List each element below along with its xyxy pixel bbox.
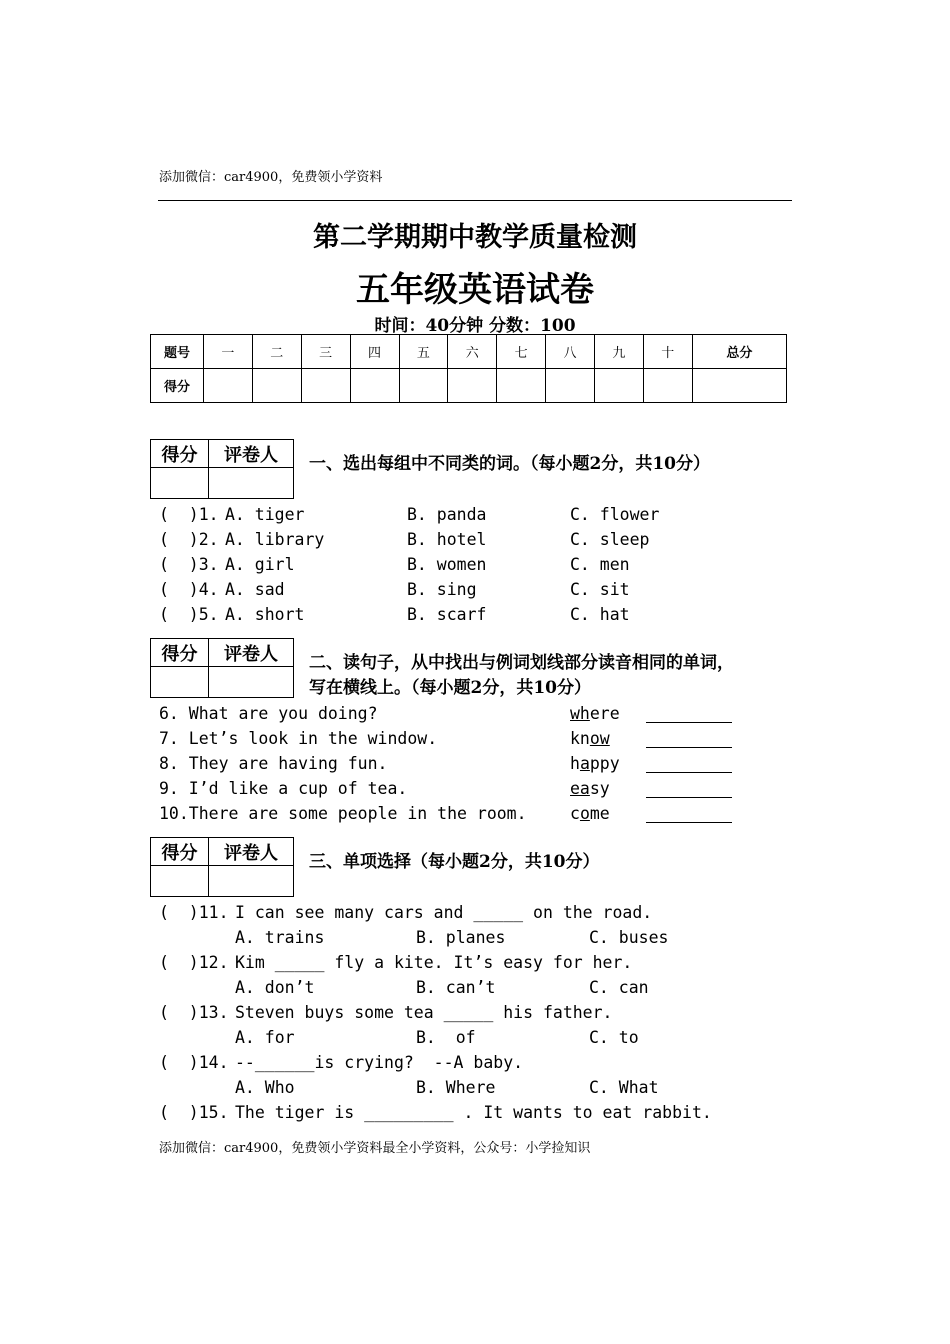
option-a: A. Who [235, 1078, 295, 1097]
option-a: A. girl [225, 555, 295, 574]
score-table-row-label: 得分 [151, 369, 204, 403]
option-b: B. hotel [407, 530, 487, 549]
score-table-header: 六 [448, 335, 497, 369]
option-c: C. sit [570, 580, 630, 599]
exam-subtitle: 五年级英语试卷 [356, 270, 594, 310]
score-table-header: 四 [350, 335, 399, 369]
grader-box-label: 评卷人 [209, 838, 294, 866]
question-text: Steven buys some tea _____ his father. [235, 1003, 613, 1022]
question-text: I can see many cars and _____ on the road. [235, 903, 653, 922]
option-a: A. for [235, 1028, 295, 1047]
option-b: B. planes [416, 928, 506, 947]
sentence: 7. Let’s look in the window. [159, 729, 438, 748]
score-box-label: 得分 [151, 440, 209, 468]
section2-title-line1: 二、读句子，从中找出与例词划线部分读音相同的单词， [309, 653, 734, 673]
score-table [150, 334, 787, 403]
answer-blank[interactable] [646, 822, 732, 823]
question-number: ( )13. [159, 1003, 229, 1022]
section3-score-box [150, 837, 294, 897]
score-box-cell[interactable] [151, 468, 209, 499]
option-b: B. Where [416, 1078, 496, 1097]
option-c: C. can [589, 978, 649, 997]
example-word: happy [570, 754, 620, 773]
question-text: The tiger is _________ . It wants to eat rabbit. [235, 1103, 712, 1122]
option-a: A. short [225, 605, 305, 624]
option-c: C. What [589, 1078, 659, 1097]
score-cell[interactable] [448, 369, 497, 403]
score-cell[interactable] [692, 369, 786, 403]
score-table-header: 五 [399, 335, 448, 369]
score-table-header: 一 [204, 335, 253, 369]
option-b: B. scarf [407, 605, 487, 624]
exam-info: 时间：40分钟 分数：100 [374, 316, 576, 336]
grader-box-label: 评卷人 [209, 440, 294, 468]
option-c: C. to [589, 1028, 639, 1047]
score-table-header: 九 [595, 335, 644, 369]
option-c: C. sleep [570, 530, 650, 549]
option-a: A. don’t [235, 978, 315, 997]
answer-blank[interactable] [646, 747, 732, 748]
score-table-header: 题号 [151, 335, 204, 369]
option-c: C. men [570, 555, 630, 574]
score-cell[interactable] [643, 369, 692, 403]
option-b: B. can’t [416, 978, 496, 997]
option-b: B. women [407, 555, 487, 574]
score-table-header: 总分 [692, 335, 786, 369]
header-divider [158, 200, 792, 201]
score-box-label: 得分 [151, 639, 209, 667]
question-number: ( )2. [159, 530, 219, 549]
score-table-header: 七 [497, 335, 546, 369]
section1-score-box [150, 439, 294, 499]
score-box-cell[interactable] [151, 866, 209, 897]
score-table-header: 二 [252, 335, 301, 369]
sentence: 6. What are you doing? [159, 704, 378, 723]
score-cell[interactable] [301, 369, 350, 403]
example-word: come [570, 804, 610, 823]
score-cell[interactable] [595, 369, 644, 403]
answer-blank[interactable] [646, 772, 732, 773]
answer-blank[interactable] [646, 797, 732, 798]
header-note: 添加微信：car4900，免费领小学资料 [159, 170, 383, 185]
question-number: ( )5. [159, 605, 219, 624]
score-table-header: 三 [301, 335, 350, 369]
score-cell[interactable] [204, 369, 253, 403]
score-table-header: 十 [643, 335, 692, 369]
score-cell[interactable] [399, 369, 448, 403]
example-word: where [570, 704, 620, 723]
question-text: --______is crying? --A baby. [235, 1053, 524, 1072]
question-number: ( )12. [159, 953, 229, 972]
score-cell[interactable] [350, 369, 399, 403]
score-box-label: 得分 [151, 838, 209, 866]
footer-note: 添加微信：car4900，免费领小学资料最全小学资料，公众号：小学捡知识 [159, 1141, 591, 1156]
score-table-header: 八 [546, 335, 595, 369]
option-b: B. panda [407, 505, 487, 524]
section3-title: 三、单项选择（每小题2分，共10分） [309, 852, 600, 872]
option-a: A. library [225, 530, 325, 549]
option-a: A. tiger [225, 505, 305, 524]
score-box-cell[interactable] [151, 667, 209, 698]
option-c: C. hat [570, 605, 630, 624]
sentence: 10.There are some people in the room. [159, 804, 527, 823]
option-a: A. sad [225, 580, 285, 599]
grader-box-cell[interactable] [209, 667, 294, 698]
question-number: ( )3. [159, 555, 219, 574]
answer-blank[interactable] [646, 722, 732, 723]
option-a: A. trains [235, 928, 325, 947]
grader-box-cell[interactable] [209, 866, 294, 897]
option-c: C. buses [589, 928, 669, 947]
example-word: easy [570, 779, 610, 798]
section1-title: 一、选出每组中不同类的词。（每小题2分，共10分） [309, 454, 710, 474]
grader-box-cell[interactable] [209, 468, 294, 499]
option-b: B. sing [407, 580, 477, 599]
score-cell[interactable] [497, 369, 546, 403]
question-number: ( )15. [159, 1103, 229, 1122]
sentence: 9. I’d like a cup of tea. [159, 779, 408, 798]
section2-score-box [150, 638, 294, 698]
question-number: ( )11. [159, 903, 229, 922]
grader-box-label: 评卷人 [209, 639, 294, 667]
option-c: C. flower [570, 505, 660, 524]
question-number: ( )4. [159, 580, 219, 599]
example-word: know [570, 729, 610, 748]
score-cell[interactable] [252, 369, 301, 403]
sentence: 8. They are having fun. [159, 754, 388, 773]
question-number: ( )1. [159, 505, 219, 524]
question-text: Kim _____ fly a kite. It’s easy for her. [235, 953, 633, 972]
question-number: ( )14. [159, 1053, 229, 1072]
exam-title: 第二学期期中教学质量检测 [313, 222, 637, 253]
score-cell[interactable] [546, 369, 595, 403]
option-b: B. of [416, 1028, 476, 1047]
section2-title-line2: 写在横线上。（每小题2分，共10分） [309, 678, 591, 698]
